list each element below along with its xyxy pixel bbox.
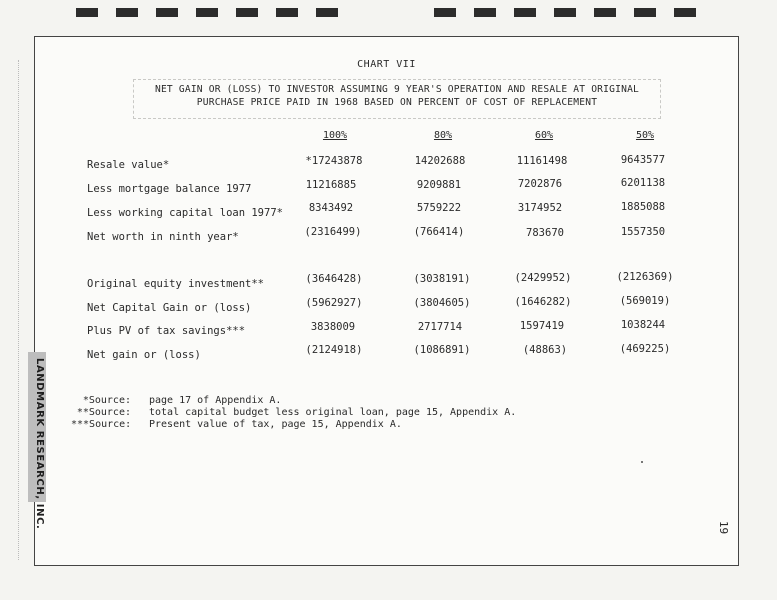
document-frame — [34, 36, 739, 566]
table-cell: 1885088 — [620, 201, 666, 213]
table-cell: 14202688 — [414, 155, 466, 167]
table-cell: 2717714 — [417, 321, 463, 333]
punch-hole-trace — [18, 60, 20, 560]
table-cell: 1557350 — [620, 226, 666, 238]
chart-label: CHART VII — [357, 59, 416, 70]
column-header-80: 80% — [433, 130, 453, 141]
table-cell: 3174952 — [517, 202, 563, 214]
footnote-marker: *Source: — [82, 395, 131, 406]
registration-mark — [156, 8, 178, 17]
column-header-60: 60% — [534, 130, 554, 141]
table-cell: 9209881 — [416, 179, 462, 191]
footnote-text: total capital budget less original loan, page 15, Appendix A. — [149, 407, 517, 418]
row-label-pv-tax-savings: Plus PV of tax savings*** — [87, 325, 246, 337]
footnote-text: Present value of tax, page 15, Appendix A. — [149, 419, 402, 430]
registration-mark — [634, 8, 656, 17]
table-cell: (2126369) — [616, 271, 674, 283]
column-header-50: 50% — [635, 130, 655, 141]
footnote-marker: **Source: — [76, 407, 131, 418]
table-cell: 11216885 — [305, 179, 357, 191]
footnote-marker: ***Source: — [71, 419, 132, 430]
table-cell: (2316499) — [304, 226, 362, 238]
row-label-mortgage-balance: Less mortgage balance 1977 — [87, 183, 252, 195]
registration-mark — [594, 8, 616, 17]
table-cell: (3646428) — [305, 273, 363, 285]
table-heading — [133, 79, 661, 119]
row-label-net-gain: Net gain or (loss) — [87, 349, 201, 361]
heading-line-1: NET GAIN OR (LOSS) TO INVESTOR ASSUMING 9 YEAR'S OPERATION AND RESALE AT ORIGINAL — [154, 84, 640, 95]
row-label-net-worth: Net worth in ninth year* — [87, 231, 239, 243]
registration-mark — [196, 8, 218, 17]
table-cell: (48863) — [522, 344, 568, 356]
table-cell: (2429952) — [514, 272, 572, 284]
table-cell: (5962927) — [305, 297, 363, 309]
table-cell: 783670 — [526, 227, 564, 239]
column-header-100: 100% — [322, 130, 348, 141]
table-cell: (3804605) — [413, 297, 471, 309]
table-cell: 6201138 — [620, 177, 666, 189]
table-cell: (569019) — [619, 295, 671, 307]
row-label-working-capital-loan: Less working capital loan 1977* — [87, 207, 283, 219]
registration-mark — [76, 8, 98, 17]
row-label-net-capital-gain: Net Capital Gain or (loss) — [87, 302, 252, 314]
table-cell: 7202876 — [517, 178, 563, 190]
row-label-resale-value: Resale value* — [87, 159, 170, 171]
registration-mark — [276, 8, 298, 17]
table-cell: (469225) — [619, 343, 671, 355]
table-cell: 1597419 — [519, 320, 565, 332]
table-cell: (766414) — [413, 226, 465, 238]
registration-mark — [316, 8, 338, 17]
heading-line-2: PURCHASE PRICE PAID IN 1968 BASED ON PERCENT OF COST OF REPLACEMENT — [196, 97, 598, 108]
table-cell: 9643577 — [620, 154, 666, 166]
row-label-original-equity: Original equity investment** — [87, 278, 265, 290]
table-cell: (3038191) — [413, 273, 471, 285]
registration-mark — [554, 8, 576, 17]
registration-mark — [474, 8, 496, 17]
table-cell: (1646282) — [514, 296, 572, 308]
registration-mark — [514, 8, 536, 17]
footnote-text: page 17 of Appendix A. — [149, 395, 282, 406]
scan-speck — [641, 461, 643, 463]
registration-mark — [434, 8, 456, 17]
table-cell: *17243878 — [305, 155, 363, 167]
table-cell: (2124918) — [305, 344, 363, 356]
table-cell: (1086891) — [413, 344, 471, 356]
table-cell: 11161498 — [516, 155, 568, 167]
table-cell: 3838009 — [310, 321, 356, 333]
registration-mark — [674, 8, 696, 17]
registration-mark — [116, 8, 138, 17]
table-cell: 1038244 — [620, 319, 666, 331]
page-number: 19 — [717, 520, 731, 535]
registration-mark — [236, 8, 258, 17]
table-cell: 5759222 — [416, 202, 462, 214]
registration-marks — [0, 8, 777, 18]
side-stamp: LANDMARK RESEARCH, INC. — [34, 358, 45, 530]
table-cell: 8343492 — [308, 202, 354, 214]
